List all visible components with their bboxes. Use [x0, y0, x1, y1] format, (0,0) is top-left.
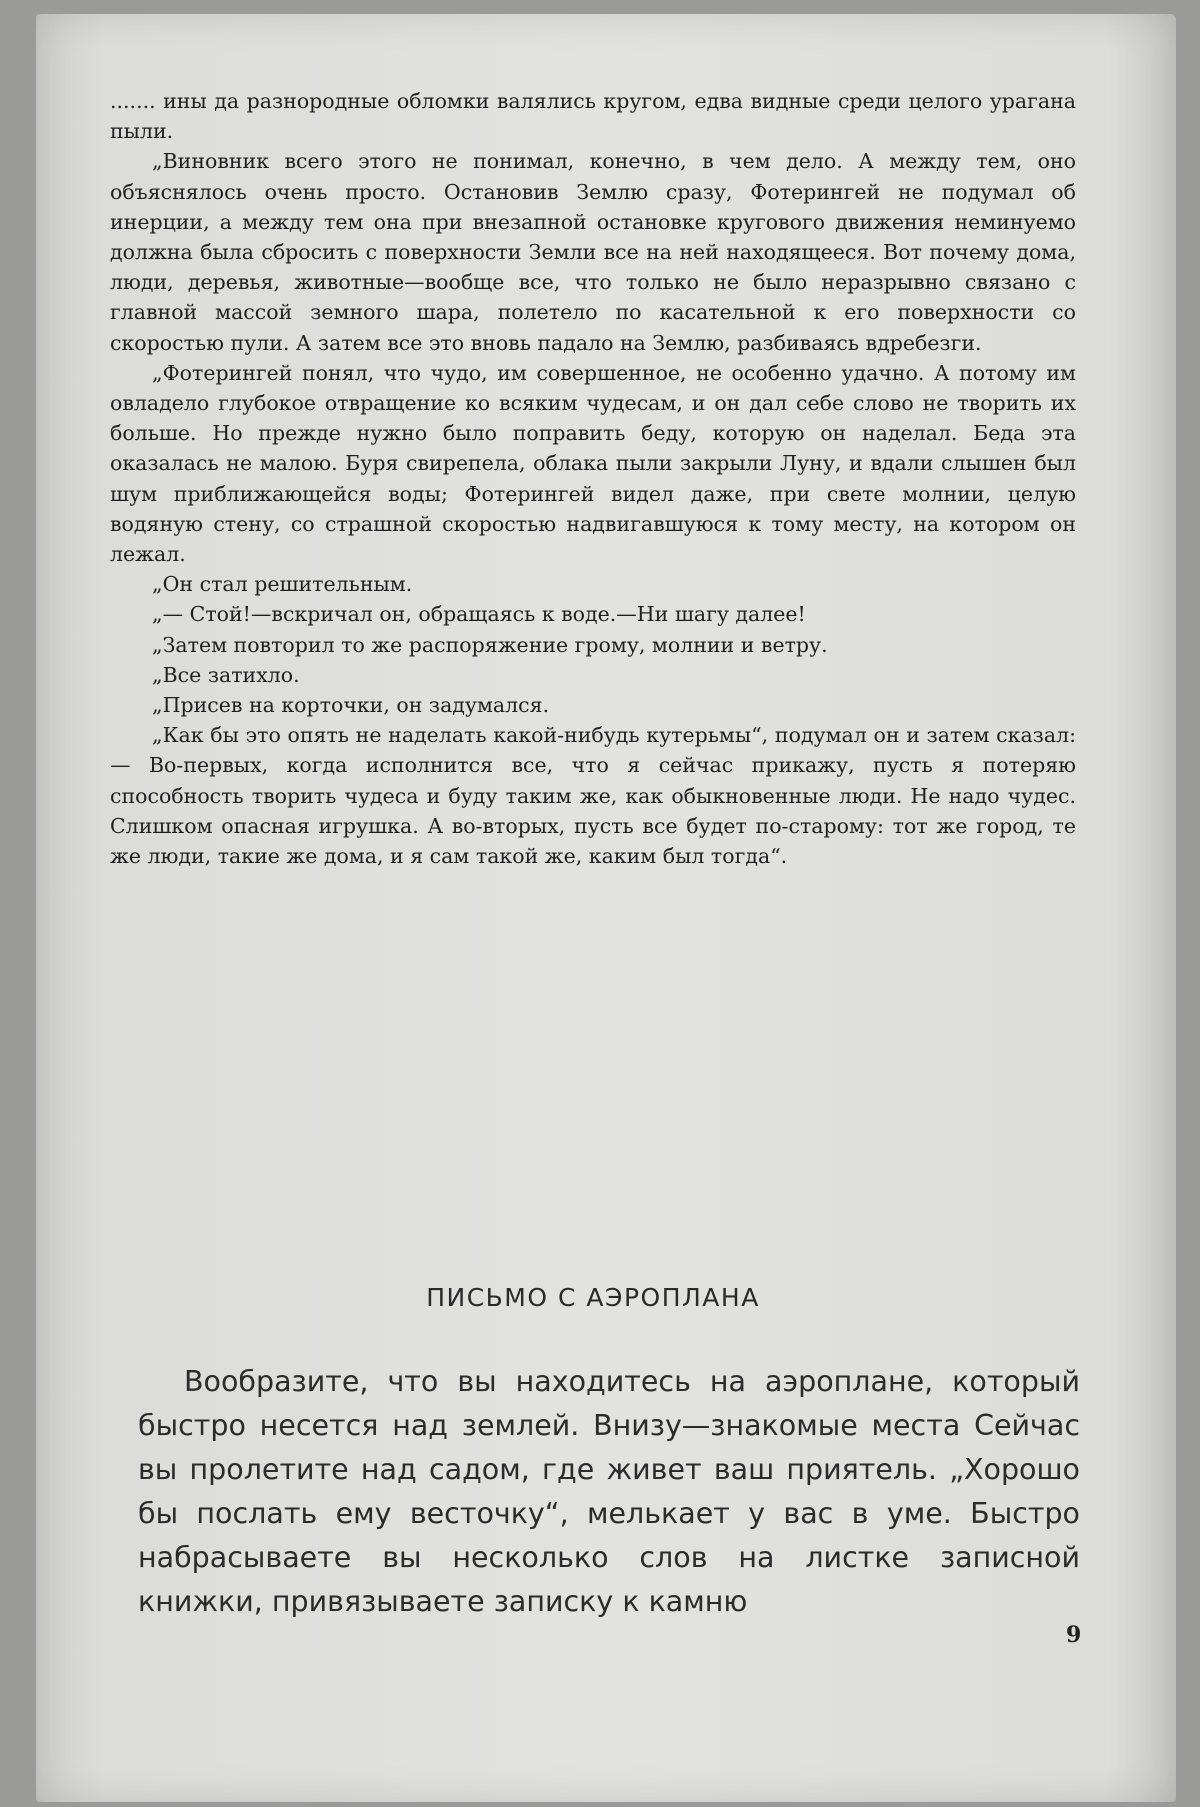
paragraph-airplane-letter: Вообразите, что вы находитесь на аэроплане, который быстро несется над землей. Внизу—знакомые места Сейчас вы пролетите над садом, где живет ваш приятель. „Хорошо бы послать ему весточку“, мелькает у вас в уме. Быстро набрасываете вы несколько слов на листке записной книжки, привязываете записку к камню — [138, 1365, 1080, 1618]
paragraph-thinking: „Присев на корточки, он задумался. — [152, 693, 550, 718]
paragraph-silence: „Все затихло. — [152, 662, 300, 687]
paragraph-debris: ....... ины да разнородные обломки валялись кругом, едва видные среди целого урагана пыли. — [110, 89, 1076, 144]
section-body — [138, 1360, 1080, 1624]
paragraph-stop-command: „— Стой!—вскричал он, обращаясь к воде.—Ни шагу далее! — [152, 602, 806, 627]
section-heading: ПИСЬМО С АЭРОПЛАНА — [426, 1283, 760, 1312]
page-number: 9 — [1066, 1622, 1082, 1648]
paragraph-miracle-regret: „Фотерингей понял, что чудо, им совершенное, не особенно удачно. А потому им овладело глубокое отвращение ко всяким чудесам, и он дал себе слово не творить их больше. Но прежде нужно было поправить беду, которую он наделал. Беда эта оказалась не малою. Буря свирепела, облака пыли закрыли Луну, и вдали слышен был шум приближающейся воды; Фотерингей видел даже, при свете молнии, целую водяную стену, со страшной скоростью надвигавшуюся к тому месту, на котором он лежал. — [110, 360, 1076, 567]
paragraph-repeat-command: „Затем повторил то же распоряжение грому, молнии и ветру. — [152, 632, 828, 657]
paragraph-final-wish: „Как бы это опять не наделать какой-нибудь кутерьмы“, подумал он и затем сказал: — Во-первых, когда исполнится все, что я сейчас прикажу, пусть я потеряю способность творить чудеса и буду таким же, как обыкновенные люди. Не надо чудес. Слишком опасная игрушка. А во-вторых, пусть все будет по-старому: тот же город, те же люди, такие же дома, и я сам такой же, каким был тогда“. — [110, 723, 1076, 869]
story-continuation — [110, 86, 1076, 871]
paragraph-decisive: „Он стал решительным. — [152, 572, 413, 597]
paragraph-inertia-explanation: „Виновник всего этого не понимал, конечно, в чем дело. А между тем, оно объяснялось очень просто. Остановив Землю сразу, Фотерингей не подумал об инерции, а между тем она при внезапной остановке кругового движения неминуемо должна была сбросить с поверхности Земли все на ней находящееся. Вот почему дома, люди, деревья, животные—вообще все, что только не было неразрывно связано с главной массой земного шара, полетело по касательной к его поверхности со скоростью пули. А затем все это вновь падало на Землю, разбиваясь вдребезги. — [110, 149, 1076, 355]
